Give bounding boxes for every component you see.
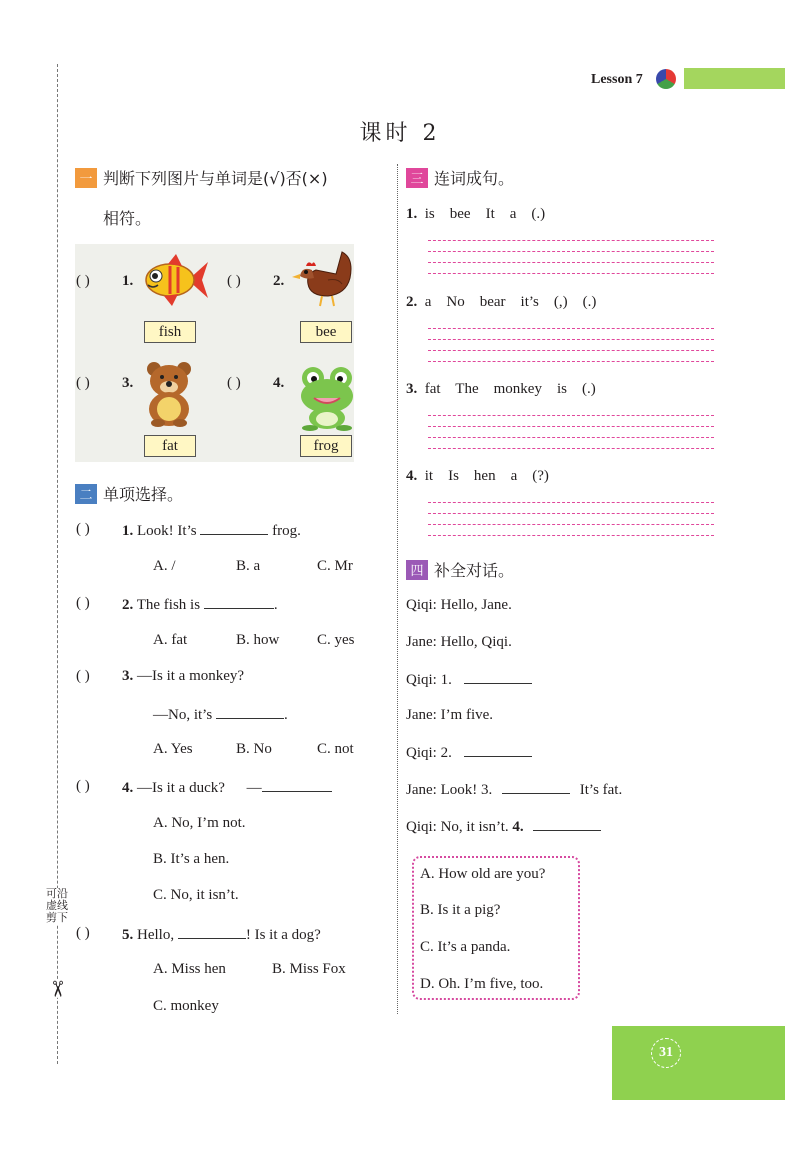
- q5-text-b: ! Is it a dog?: [245, 927, 321, 943]
- scramble-3-number: 3.: [406, 381, 418, 397]
- question-4: [122, 778, 332, 797]
- dialogue-line-6: [406, 780, 622, 799]
- q3-text-a: —No, it’s: [153, 707, 213, 723]
- answer-paren-1[interactable]: ( ): [76, 273, 90, 289]
- scramble-1-words: is bee It a (.): [424, 206, 546, 222]
- answer-paren-q3[interactable]: ( ): [76, 668, 90, 684]
- q3-option-b: B. No: [236, 741, 272, 757]
- section-3-title: 连词成句。: [434, 169, 515, 188]
- dialogue-line-6-text-b: It’s fat.: [579, 782, 623, 798]
- scissors-icon: ✂: [45, 979, 71, 999]
- dialogue-blank-4[interactable]: [533, 817, 601, 831]
- writing-line[interactable]: [428, 361, 714, 362]
- question-2: [122, 595, 278, 614]
- section-4-number: 四: [406, 560, 428, 580]
- q2-option-c: C. yes: [317, 632, 355, 648]
- scramble-4-words: it Is hen a (?): [424, 468, 549, 484]
- q5-text-a: Hello,: [137, 927, 175, 943]
- word-box-4: frog: [300, 435, 352, 457]
- q5-blank[interactable]: [178, 925, 246, 939]
- dialogue-line-6-text-a: Jane: Look! 3.: [406, 782, 493, 798]
- page-number-block: [612, 1026, 785, 1100]
- q2-blank[interactable]: [204, 595, 274, 609]
- writing-line[interactable]: [428, 513, 714, 514]
- hen-icon: [292, 244, 356, 308]
- answer-paren-3[interactable]: ( ): [76, 375, 90, 391]
- section-2-title: 单项选择。: [103, 485, 184, 504]
- q2-text-a: The fish is: [136, 597, 201, 613]
- section-2-heading: [75, 482, 183, 505]
- scramble-4-number: 4.: [406, 468, 418, 484]
- q5-option-b: B. Miss Fox: [272, 961, 346, 977]
- dialogue-line-1: Qiqi: Hello, Jane.: [406, 597, 512, 613]
- q1-option-b: B. a: [236, 558, 261, 574]
- writing-line[interactable]: [428, 437, 714, 438]
- section-2-number: 二: [75, 484, 97, 504]
- frog-icon: [296, 364, 358, 432]
- q3-option-c: C. not: [317, 741, 354, 757]
- word-box-3: fat: [144, 435, 196, 457]
- q1-option-a: A. /: [153, 558, 176, 574]
- writing-line[interactable]: [428, 415, 714, 416]
- item-number-2: 2.: [273, 273, 285, 289]
- word-box-1: fish: [144, 321, 196, 343]
- q3-blank[interactable]: [216, 705, 284, 719]
- q1-option-c: C. Mr: [317, 558, 353, 574]
- q4-option-b: B. It’s a hen.: [153, 851, 230, 867]
- writing-line[interactable]: [428, 448, 714, 449]
- section-3-number: 三: [406, 168, 428, 188]
- q2-option-b: B. how: [236, 632, 280, 648]
- scramble-2-words: a No bear it’s (,) (.): [424, 294, 597, 310]
- q1-text-a: Look! It’s: [137, 523, 197, 539]
- scramble-3-words: fat The monkey is (.): [424, 381, 596, 397]
- item-number-3: 3.: [122, 375, 134, 391]
- item-number-4: 4.: [273, 375, 285, 391]
- section-1-heading: [75, 166, 328, 189]
- dialogue-blank-1[interactable]: [464, 670, 532, 684]
- dialogue-line-7: [406, 817, 601, 836]
- q3-line-1: —Is it a monkey?: [137, 668, 245, 684]
- question-3-line-2: [153, 705, 288, 724]
- q3-text-b: .: [283, 707, 288, 723]
- q4-option-a: A. No, I’m not.: [153, 815, 246, 831]
- dialogue-line-2: Jane: Hello, Qiqi.: [406, 634, 512, 650]
- answer-paren-2[interactable]: ( ): [227, 273, 241, 289]
- q1-text-b: frog.: [272, 523, 301, 539]
- column-divider: [397, 164, 398, 1014]
- answer-paren-q4[interactable]: ( ): [76, 778, 90, 794]
- q4-number: 4.: [122, 780, 134, 796]
- color-ball-icon: [656, 69, 676, 89]
- q4-blank[interactable]: [262, 778, 332, 792]
- writing-line[interactable]: [428, 350, 714, 351]
- dialogue-option-c: C. It’s a panda.: [420, 939, 511, 955]
- dialogue-line-4: Jane: I’m five.: [406, 707, 494, 723]
- section-3-heading: [406, 166, 514, 189]
- scramble-2: [406, 294, 596, 311]
- question-1: [122, 521, 301, 540]
- answer-paren-q5[interactable]: ( ): [76, 925, 90, 941]
- scramble-4: [406, 468, 549, 485]
- question-3: [122, 668, 244, 685]
- dialogue-line-5: [406, 743, 532, 762]
- scramble-1: [406, 206, 545, 223]
- scramble-3: [406, 381, 596, 398]
- cut-instruction: 可沿虚线剪下: [46, 887, 68, 924]
- q2-number: 2.: [122, 597, 134, 613]
- dialogue-option-b: B. Is it a pig?: [420, 902, 501, 918]
- q4-text-a: —Is it a duck?: [137, 780, 225, 796]
- header-bar: [684, 68, 785, 89]
- page-title: 课时 2: [359, 121, 441, 146]
- q3-option-a: A. Yes: [153, 741, 193, 757]
- writing-line[interactable]: [428, 535, 714, 536]
- writing-line[interactable]: [428, 339, 714, 340]
- q2-text-b: .: [273, 597, 278, 613]
- dialogue-option-a: A. How old are you?: [420, 866, 546, 882]
- section-4-heading: [406, 558, 514, 581]
- writing-line[interactable]: [428, 240, 714, 241]
- section-4-title: 补全对话。: [434, 561, 515, 580]
- dialogue-blank-2[interactable]: [464, 743, 532, 757]
- q3-number: 3.: [122, 668, 134, 684]
- q5-option-c: C. monkey: [153, 998, 219, 1014]
- section-1-title-cont: 相符。: [103, 209, 152, 228]
- writing-line[interactable]: [428, 328, 714, 329]
- writing-line[interactable]: [428, 251, 714, 252]
- answer-paren-q1[interactable]: ( ): [76, 521, 90, 537]
- dialogue-line-3: [406, 670, 532, 689]
- dialogue-line-3-text: Qiqi: 1.: [406, 672, 452, 688]
- q4-text-b: —: [246, 780, 262, 796]
- answer-paren-4[interactable]: ( ): [227, 375, 241, 391]
- q1-blank[interactable]: [200, 521, 268, 535]
- writing-line[interactable]: [428, 426, 714, 427]
- word-box-2: bee: [300, 321, 352, 343]
- dialogue-blank-3[interactable]: [502, 780, 570, 794]
- answer-paren-q2[interactable]: ( ): [76, 595, 90, 611]
- dialogue-line-5-text: Qiqi: 2.: [406, 745, 452, 761]
- q1-number: 1.: [122, 523, 134, 539]
- writing-line[interactable]: [428, 502, 714, 503]
- bear-icon: [140, 357, 198, 427]
- section-1-title: 判断下列图片与单词是(√)否(×): [103, 169, 328, 188]
- q2-option-a: A. fat: [153, 632, 188, 648]
- page-number: 31: [651, 1038, 681, 1068]
- fish-icon: [140, 252, 210, 308]
- writing-line[interactable]: [428, 262, 714, 263]
- writing-line[interactable]: [428, 524, 714, 525]
- scramble-2-number: 2.: [406, 294, 418, 310]
- question-5: [122, 925, 321, 944]
- section-1-number: 一: [75, 168, 97, 188]
- q4-option-c: C. No, it isn’t.: [153, 887, 239, 903]
- dialogue-line-7-text-b: 4.: [512, 819, 524, 835]
- scramble-1-number: 1.: [406, 206, 418, 222]
- item-number-1: 1.: [122, 273, 134, 289]
- q5-option-a: A. Miss hen: [153, 961, 226, 977]
- q5-number: 5.: [122, 927, 134, 943]
- dialogue-option-d: D. Oh. I’m five, too.: [420, 976, 544, 992]
- lesson-label: Lesson 7: [591, 72, 643, 87]
- writing-line[interactable]: [428, 273, 714, 274]
- dialogue-line-7-text-a: Qiqi: No, it isn’t.: [406, 819, 509, 835]
